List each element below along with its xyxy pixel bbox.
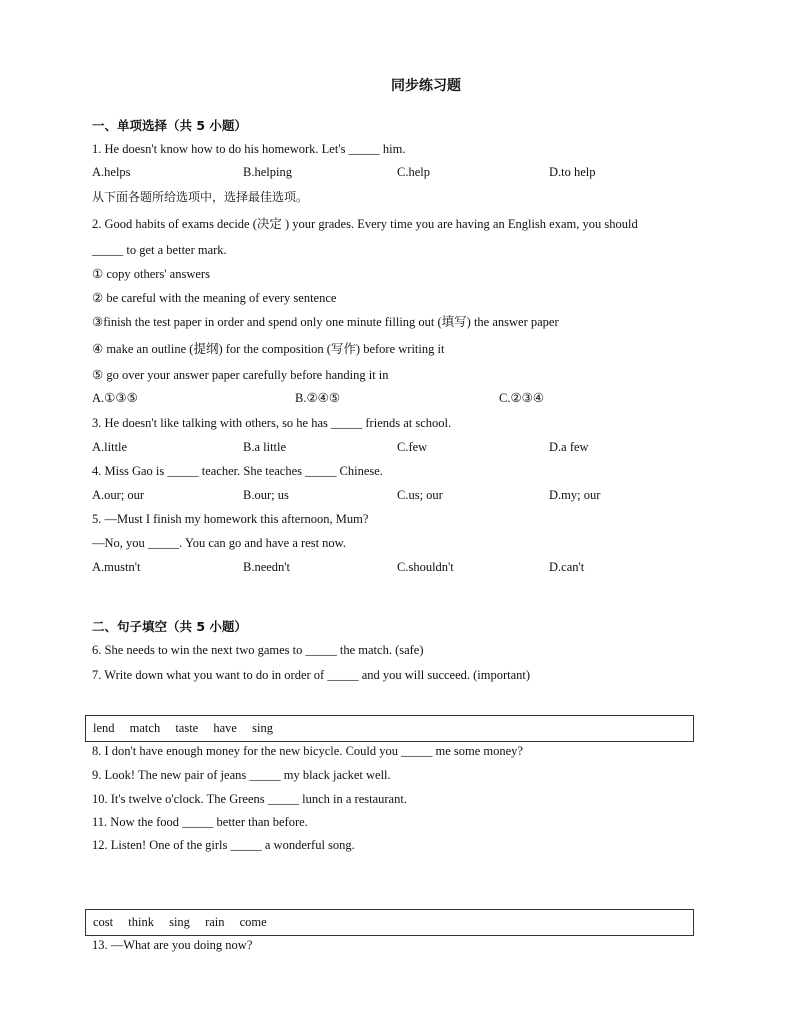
question-5-stem-line1: 5. —Must I finish my homework this afternoon, Mum? bbox=[92, 512, 369, 526]
question-1-stem: 1. He doesn't know how to do his homework. Let's _____ him. bbox=[92, 142, 406, 156]
question-1-option-a: A.helps bbox=[92, 165, 131, 179]
question-2-item-2: ② be careful with the meaning of every sentence bbox=[92, 291, 337, 305]
word-bank-word: lend bbox=[93, 721, 115, 735]
section-heading-sentence-fill: 二、句子填空（共 5 小题） bbox=[92, 619, 247, 634]
page-title: 同步练习题 bbox=[391, 78, 461, 94]
question-10-stem: 10. It's twelve o'clock. The Greens _____ lunch in a restaurant. bbox=[92, 792, 407, 806]
question-4-option-c: C.us; our bbox=[397, 488, 443, 502]
question-4-stem: 4. Miss Gao is _____ teacher. She teaches _____ Chinese. bbox=[92, 464, 383, 478]
question-8-stem: 8. I don't have enough money for the new bicycle. Could you _____ me some money? bbox=[92, 744, 523, 758]
question-12-stem: 12. Listen! One of the girls _____ a wonderful song. bbox=[92, 838, 355, 852]
question-3-stem: 3. He doesn't like talking with others, so he has _____ friends at school. bbox=[92, 416, 452, 430]
question-9-stem: 9. Look! The new pair of jeans _____ my black jacket well. bbox=[92, 768, 391, 782]
question-1-option-b: B.helping bbox=[243, 165, 292, 179]
word-bank-word: come bbox=[239, 915, 267, 929]
question-5-option-c: C.shouldn't bbox=[397, 560, 454, 574]
question-2-item-3: ③finish the test paper in order and spend only one minute filling out (填写) the answer paper bbox=[92, 315, 559, 329]
question-2-item-1: ① copy others' answers bbox=[92, 267, 210, 281]
question-6-stem: 6. She needs to win the next two games to _____ the match. (safe) bbox=[92, 643, 424, 657]
word-bank-word: think bbox=[128, 915, 154, 929]
instruction-text: 从下面各题所给选项中，选择最佳选项。 bbox=[92, 190, 309, 204]
question-2-item-5: ⑤ go over your answer paper carefully before handing it in bbox=[92, 368, 389, 382]
question-2-option-c: C.②③④ bbox=[499, 391, 545, 405]
question-13-stem: 13. —What are you doing now? bbox=[92, 938, 253, 952]
question-3-option-c: C.few bbox=[397, 440, 428, 454]
question-4-option-d: D.my; our bbox=[549, 488, 601, 502]
question-4-option-b: B.our; us bbox=[243, 488, 289, 502]
question-2-item-4: ④ make an outline (提纲) for the composition (写作) before writing it bbox=[92, 342, 445, 356]
word-bank-word: match bbox=[129, 721, 161, 735]
question-2-option-b: B.②④⑤ bbox=[295, 391, 341, 405]
question-3-option-b: B.a little bbox=[243, 440, 287, 454]
word-bank-box-2 bbox=[85, 909, 694, 936]
section-heading-single-choice: 一、单项选择（共 5 小题） bbox=[92, 118, 247, 133]
question-2-stem-line1: 2. Good habits of exams decide (决定 ) your grades. Every time you are having an English exam, you should bbox=[92, 217, 638, 231]
question-4-option-a: A.our; our bbox=[92, 488, 145, 502]
word-bank-word: have bbox=[213, 721, 237, 735]
word-bank-box-1 bbox=[85, 715, 694, 742]
question-5-option-d: D.can't bbox=[549, 560, 585, 574]
question-11-stem: 11. Now the food _____ better than before. bbox=[92, 815, 308, 829]
word-bank-word: taste bbox=[175, 721, 199, 735]
word-bank-word: cost bbox=[93, 915, 114, 929]
word-bank-word: sing bbox=[252, 721, 273, 735]
question-1-option-d: D.to help bbox=[549, 165, 596, 179]
question-7-stem: 7. Write down what you want to do in order of _____ and you will succeed. (important) bbox=[92, 668, 531, 682]
question-3-option-a: A.little bbox=[92, 440, 128, 454]
question-5-stem-line2: —No, you _____. You can go and have a rest now. bbox=[92, 536, 347, 550]
question-2-option-a: A.①③⑤ bbox=[92, 391, 138, 405]
question-2-stem-line2: _____ to get a better mark. bbox=[92, 243, 227, 257]
question-1-option-c: C.help bbox=[397, 165, 430, 179]
question-3-option-d: D.a few bbox=[549, 440, 589, 454]
word-bank-word: sing bbox=[169, 915, 190, 929]
question-5-option-a: A.mustn't bbox=[92, 560, 141, 574]
word-bank-word: rain bbox=[205, 915, 225, 929]
question-5-option-b: B.needn't bbox=[243, 560, 291, 574]
